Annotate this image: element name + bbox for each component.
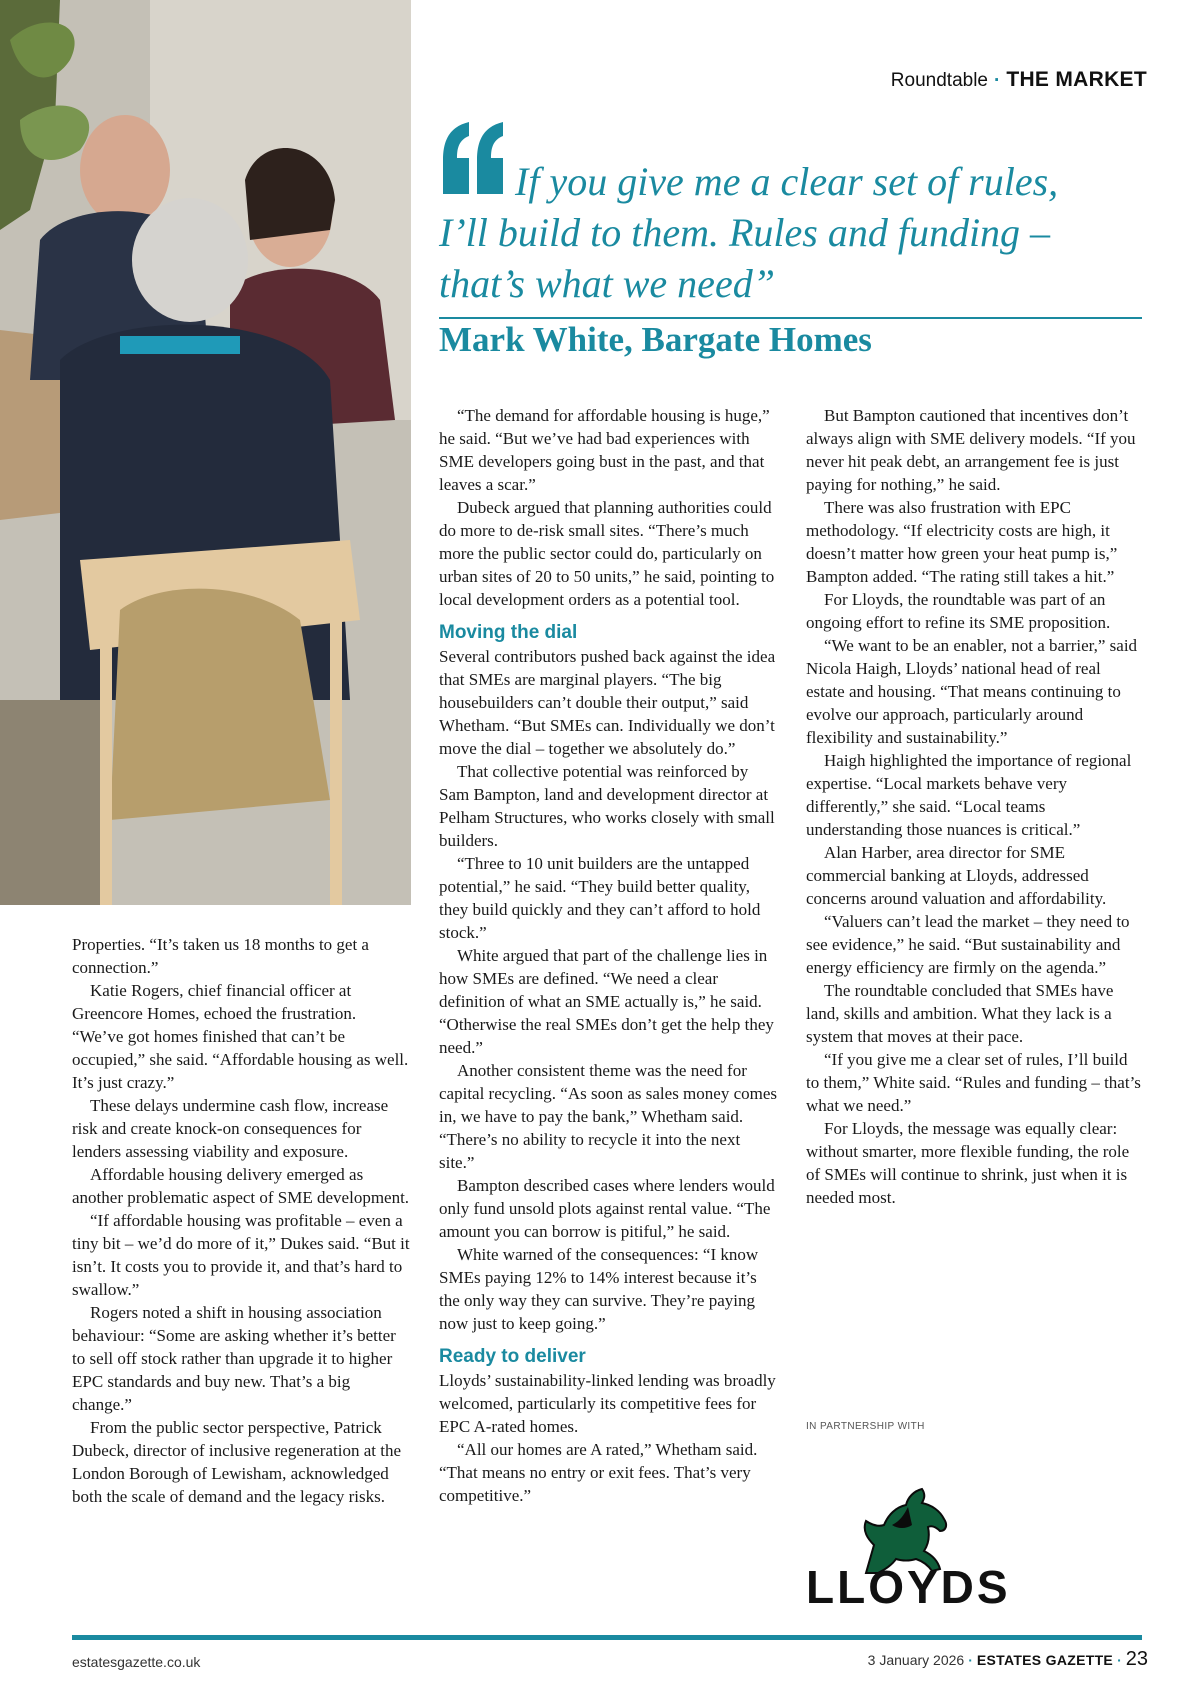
roundtable-photo [0,0,411,905]
section-header [891,68,1147,92]
pull-quote-line: If you give me a clear set of rules, [515,159,1059,204]
article-paragraph: Properties. “It’s taken us 18 months to get a connection.” [72,935,369,977]
article-paragraph: “Three to 10 unit builders are the untapped potential,” he said. “They build better quality, they build quickly and they can’t afford to hold stock.” [439,854,761,942]
article-paragraph: Alan Harber, area director for SME commercial banking at Lloyds, addressed concerns around valuation and affordability. [806,843,1107,908]
article-paragraph: “All our homes are A rated,” Whetham said. “That means no entry or exit fees. That’s very competitive.” [439,1440,758,1505]
article-paragraph: “If you give me a clear set of rules, I’ll build to them,” White said. “Rules and funding – that’s what we need.” [806,1050,1141,1115]
article-paragraph: These delays undermine cash flow, increase risk and create knock-on consequences for lenders assessing viability and exposure. [72,1096,389,1161]
article-paragraph: “We want to be an enabler, not a barrier,” said Nicola Haigh, Lloyds’ national head of real estate and housing. “That means continuing to evolve our approach, particularly around flexibility and sustainability.” [806,636,1138,747]
article-paragraph: Haigh highlighted the importance of regional expertise. “Local markets behave very differently,” she said. “Local teams understanding those nuances is critical.” [806,751,1132,839]
article-paragraph: White warned of the consequences: “I know SMEs paying 12% to 14% interest because it’s the only way they can survive. They’re paying now just to keep going.” [439,1245,759,1333]
article-paragraph: There was also frustration with EPC methodology. “If electricity costs are high, it doesn’t matter how green your heat pump is,” Bampton added. “The rating still takes a hit.” [806,498,1118,586]
article-paragraph: Bampton described cases where lenders would only fund unsold plots against rental value. “The amount you can borrow is pitiful,” he said. [439,1176,775,1241]
article-paragraph: “Valuers can’t lead the market – they need to see evidence,” he said. “But sustainability and energy efficiency are firmly on the agenda.” [806,912,1130,977]
article-column-3 [806,404,1142,1209]
lloyds-logo-text: LLOYDS [806,1561,1011,1613]
article-paragraph: Another consistent theme was the need for capital recycling. “As soon as sales money comes in, we have to pay the bank,” Whetham said. “There’s no ability to recycle it into the next site.” [439,1061,778,1172]
pull-quote-line: I’ll build to them. Rules and funding – [439,210,1051,255]
article-column-2 [439,404,777,1507]
section-label: Roundtable [890,70,988,91]
footer-date: 3 January 2026 [867,1652,965,1668]
article-paragraph: Katie Rogers, chief financial officer at Greencore Homes, echoed the frustration. “We’ve got homes finished that can’t be occupied,” she said. “Affordable housing as well. It’s just crazy.” [72,981,409,1092]
article-paragraph: But Bampton cautioned that incentives don’t always align with SME delivery models. “If you never hit peak debt, an arrangement fee is just paying for nothing,” he said. [806,406,1136,494]
article-paragraph: Affordable housing delivery emerged as another problematic aspect of SME development. [72,1165,410,1207]
article-paragraph: From the public sector perspective, Patrick Dubeck, director of inclusive regeneration at the London Borough of Lewisham, acknowledged both the scale of demand and the legacy risks. [72,1418,402,1506]
footer-publication: ESTATES GAZETTE [976,1652,1114,1668]
page-number: 23 [1125,1648,1148,1670]
article-paragraph: White argued that part of the challenge lies in how SMEs are defined. “We need a clear definition of what an SME actually is,” he said. “Otherwise the real SMEs don’t get the help they need.” [439,946,774,1057]
article-paragraph: Lloyds’ sustainability-linked lending was broadly welcomed, particularly its competitive fees for EPC A-rated homes. [439,1371,776,1436]
article-paragraph: For Lloyds, the roundtable was part of an ongoing effort to refine its SME proposition. [806,590,1111,632]
article-paragraph: The roundtable concluded that SMEs have land, skills and ambition. What they lack is a system that moves at their pace. [806,981,1114,1046]
article-paragraph: Rogers noted a shift in housing association behaviour: “Some are asking whether it’s better to sell off stock rather than upgrade it to higher EPC standards and buy new. That’s a big change.” [72,1303,396,1414]
photo-illustration [0,0,411,905]
partner-label: IN PARTNERSHIP WITH [806,1421,925,1432]
footer-divider [72,1635,1142,1640]
separator-dot: · [994,70,1001,91]
article-paragraph: For Lloyds, the message was equally clear: without smarter, more flexible funding, the role of SMEs will continue to shrink, just when it is needed most. [806,1119,1130,1207]
pull-quote-line: that’s what we need” [439,261,775,306]
article-paragraph: “The demand for affordable housing is huge,” he said. “But we’ve had bad experiences with SME developers going bust in the past, and that leaves a scar.” [439,406,770,494]
article-paragraph: That collective potential was reinforced by Sam Bampton, land and development director at Pelham Structures, who works closely with small builders. [439,762,775,850]
article-paragraph: “If affordable housing was profitable – even a tiny bit – we’d do more of it,” Dukes said. “But it isn’t. It costs you to provide it, and that’s hard to swallow.” [72,1211,410,1299]
article-column-1 [72,933,410,1508]
separator-dot: · [1117,1652,1122,1668]
quote-attribution: Mark White, Bargate Homes [439,320,872,359]
subheading-ready-to-deliver: Ready to deliver [439,1346,586,1367]
subheading-moving-the-dial: Moving the dial [439,622,578,643]
footer-info [868,1648,1148,1671]
pull-quote [439,156,1139,309]
footer-website: estatesgazette.co.uk [72,1654,201,1670]
section-title: THE MARKET [1006,68,1147,91]
separator-dot: · [968,1652,973,1668]
article-paragraph: Dubeck argued that planning authorities could do more to de-risk small sites. “There’s much more the public sector could do, particularly on urban sites of 20 to 50 units,” he said, pointing to local development orders as a potential tool. [439,498,775,609]
article-paragraph: Several contributors pushed back against the idea that SMEs are marginal players. “The big housebuilders can’t double their output,” said Whetham. “But SMEs can. Individually we don’t move the dial – together we absolutely do.” [439,647,776,758]
